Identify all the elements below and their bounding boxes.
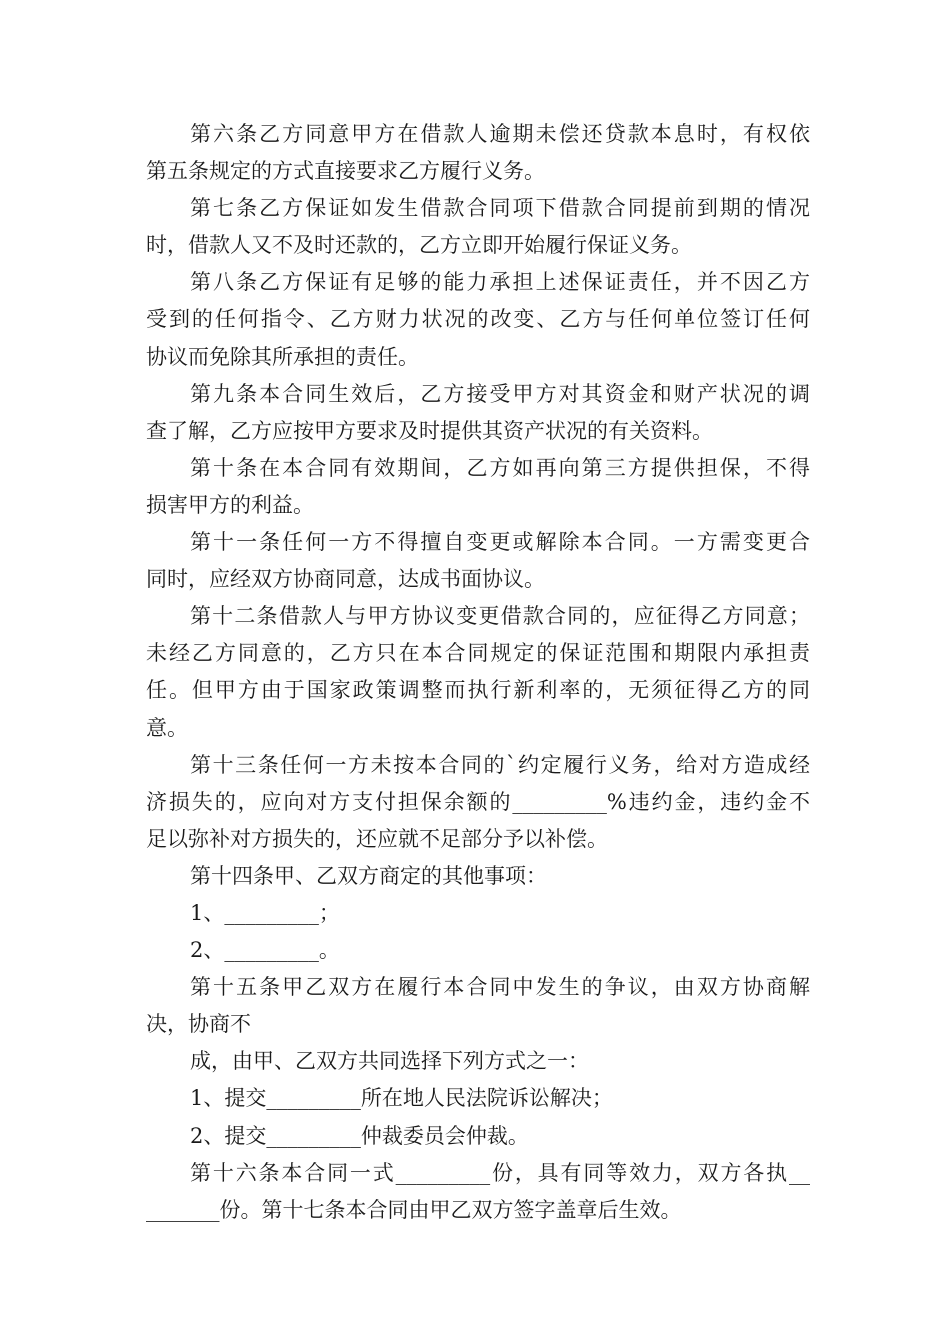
text-line: 同时，应经双方协商同意，达成书面协议。 <box>146 567 545 592</box>
text-line: 受到的任何指令、乙方财力状况的改变、乙方与任何单位签订任何 <box>146 307 810 332</box>
text-line: _______份。第十七条本合同由甲乙双方签字盖章后生效。 <box>146 1197 682 1222</box>
text-line: 足以弥补对方损失的，还应就不足部分予以补偿。 <box>146 826 608 851</box>
text-line: 济损失的，应向对方支付担保余额的_________%违约金，违约金不 <box>146 789 810 814</box>
text-line: 未经乙方同意的，乙方只在本合同规定的保证范围和期限内承担责 <box>146 641 810 666</box>
text-line: 第十五条甲乙双方在履行本合同中发生的争议，由双方协商解 <box>190 975 810 1000</box>
text-line: 第十六条本合同一式_________份，具有同等效力，双方各执__ <box>190 1160 810 1185</box>
text-line: 查了解，乙方应按甲方要求及时提供其资产状况的有关资料。 <box>146 418 713 443</box>
text-line: 时，借款人又不及时还款的，乙方立即开始履行保证义务。 <box>146 233 692 258</box>
text-line: 损害甲方的利益。 <box>146 492 314 517</box>
text-line: 2、_________。 <box>190 938 340 963</box>
text-line: 任。但甲方由于国家政策调整而执行新利率的，无须征得乙方的同 <box>146 678 810 703</box>
text-line: 第十三条任何一方未按本合同的`约定履行义务，给对方造成经 <box>190 752 810 777</box>
text-line: 1、_________； <box>190 900 340 925</box>
text-line: 意。 <box>146 715 188 740</box>
document-body <box>146 116 810 1229</box>
text-line: 决，协商不 <box>146 1012 251 1037</box>
text-line: 第十四条甲、乙双方商定的其他事项： <box>190 863 547 888</box>
text-line: 2、提交_________仲裁委员会仲裁。 <box>190 1123 529 1148</box>
text-line: 第十一条任何一方不得擅自变更或解除本合同。一方需变更合 <box>190 530 810 555</box>
text-line: 成，由甲、乙双方共同选择下列方式之一： <box>190 1049 589 1074</box>
text-line: 第六条乙方同意甲方在借款人逾期未偿还贷款本息时，有权依 <box>190 122 810 146</box>
text-line: 第七条乙方保证如发生借款合同项下借款合同提前到期的情况 <box>190 196 810 221</box>
text-line: 第九条本合同生效后，乙方接受甲方对其资金和财产状况的调 <box>190 381 810 406</box>
text-line: 协议而免除其所承担的责任。 <box>146 344 419 369</box>
text-line: 第五条规定的方式直接要求乙方履行义务。 <box>146 159 545 184</box>
text-line: 第十二条借款人与甲方协议变更借款合同的，应征得乙方同意； <box>190 604 810 629</box>
text-line: 1、提交_________所在地人民法院诉讼解决； <box>190 1086 613 1111</box>
text-line: 第八条乙方保证有足够的能力承担上述保证责任，并不因乙方 <box>190 270 810 295</box>
text-line: 第十条在本合同有效期间，乙方如再向第三方提供担保，不得 <box>190 455 810 480</box>
